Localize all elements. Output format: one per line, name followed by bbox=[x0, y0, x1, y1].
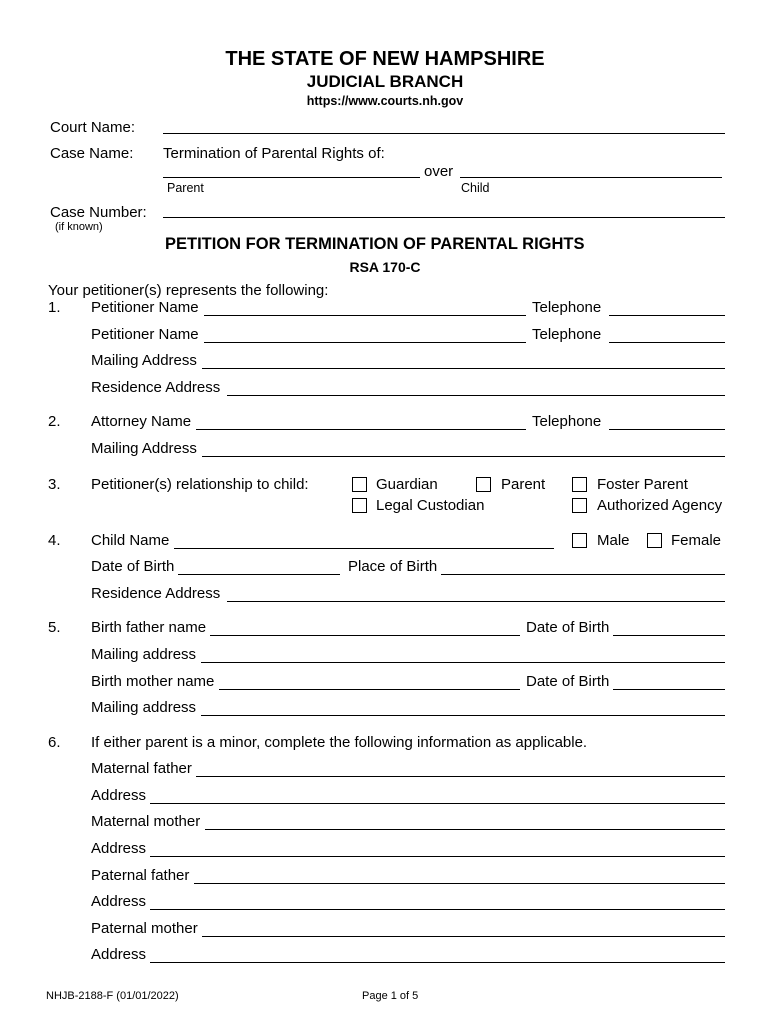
birth-father-dob-field[interactable] bbox=[613, 635, 725, 636]
section-6-number: 6. bbox=[48, 734, 61, 751]
telephone-field-attorney[interactable] bbox=[609, 429, 725, 430]
birth-father-label: Birth father name bbox=[91, 619, 207, 636]
branch-heading: JUDICIAL BRANCH bbox=[306, 72, 464, 91]
guardian-checkbox[interactable] bbox=[352, 477, 367, 492]
child-sub-label: Child bbox=[461, 181, 490, 195]
birth-mother-mailing-field[interactable] bbox=[201, 715, 725, 716]
mailing-address-label-attorney: Mailing Address bbox=[91, 440, 197, 457]
paternal-father-field[interactable] bbox=[194, 883, 725, 884]
maternal-mother-address-field[interactable] bbox=[150, 856, 725, 857]
authorized-agency-checkbox[interactable] bbox=[572, 498, 587, 513]
case-number-label: Case Number: bbox=[50, 204, 147, 221]
parent-name-field[interactable] bbox=[163, 177, 420, 178]
legal-custodian-label: Legal Custodian bbox=[376, 497, 485, 514]
child-name-input[interactable] bbox=[174, 548, 554, 549]
child-name-label: Child Name bbox=[91, 532, 170, 549]
child-dob-field[interactable] bbox=[178, 574, 340, 575]
petitioner-name-field-1[interactable] bbox=[204, 315, 526, 316]
paternal-mother-field[interactable] bbox=[202, 936, 725, 937]
petitioner-name-label-1: Petitioner Name bbox=[91, 299, 199, 316]
telephone-field-1[interactable] bbox=[609, 315, 725, 316]
residence-address-label-1: Residence Address bbox=[91, 379, 221, 396]
place-of-birth-field[interactable] bbox=[441, 574, 725, 575]
place-of-birth-label: Place of Birth bbox=[348, 558, 438, 575]
maternal-father-address-field[interactable] bbox=[150, 803, 725, 804]
maternal-father-address-label: Address bbox=[91, 787, 147, 804]
mailing-address-label-1: Mailing Address bbox=[91, 352, 197, 369]
birth-father-dob-label: Date of Birth bbox=[526, 619, 610, 636]
petition-title: PETITION FOR TERMINATION OF PARENTAL RIGHTS bbox=[165, 235, 585, 253]
form-id: NHJB-2188-F (01/01/2022) bbox=[46, 990, 179, 1002]
section-4-number: 4. bbox=[48, 532, 61, 549]
if-known-note: (if known) bbox=[55, 221, 103, 233]
section-3-number: 3. bbox=[48, 476, 61, 493]
court-name-field[interactable] bbox=[163, 133, 725, 134]
court-url: https://www.courts.nh.gov bbox=[306, 94, 464, 108]
birth-mother-dob-label: Date of Birth bbox=[526, 673, 610, 690]
maternal-mother-label: Maternal mother bbox=[91, 813, 201, 830]
attorney-name-label: Attorney Name bbox=[91, 413, 192, 430]
intro-text: Your petitioner(s) represents the following: bbox=[48, 282, 329, 299]
mailing-address-field-1[interactable] bbox=[202, 368, 725, 369]
paternal-mother-address-field[interactable] bbox=[150, 962, 725, 963]
paternal-father-address-label: Address bbox=[91, 893, 147, 910]
case-number-field[interactable] bbox=[163, 217, 725, 218]
rsa-reference: RSA 170-C bbox=[349, 259, 421, 275]
parent-checkbox[interactable] bbox=[476, 477, 491, 492]
paternal-mother-address-label: Address bbox=[91, 946, 147, 963]
maternal-mother-address-label: Address bbox=[91, 840, 147, 857]
telephone-field-2[interactable] bbox=[609, 342, 725, 343]
telephone-label-attorney: Telephone bbox=[532, 413, 602, 430]
birth-father-mailing-label: Mailing address bbox=[91, 646, 197, 663]
birth-mother-dob-field[interactable] bbox=[613, 689, 725, 690]
residence-address-field-1[interactable] bbox=[227, 395, 725, 396]
birth-mother-field[interactable] bbox=[219, 689, 520, 690]
petitioner-name-label-2: Petitioner Name bbox=[91, 326, 199, 343]
minor-parent-instruction: If either parent is a minor, complete the following information as applicable. bbox=[91, 734, 588, 751]
parent-sub-label: Parent bbox=[167, 181, 204, 195]
guardian-label: Guardian bbox=[376, 476, 438, 493]
relationship-label: Petitioner(s) relationship to child: bbox=[91, 476, 309, 493]
mailing-address-field-attorney[interactable] bbox=[202, 456, 725, 457]
parent-label: Parent bbox=[501, 476, 546, 493]
state-heading: THE STATE OF NEW HAMPSHIRE bbox=[225, 48, 545, 70]
foster-parent-checkbox[interactable] bbox=[572, 477, 587, 492]
male-checkbox[interactable] bbox=[572, 533, 587, 548]
over-text: over bbox=[424, 163, 454, 180]
paternal-mother-label: Paternal mother bbox=[91, 920, 198, 937]
petitioner-name-field-2[interactable] bbox=[204, 342, 526, 343]
child-residence-field[interactable] bbox=[227, 601, 725, 602]
section-5-number: 5. bbox=[48, 619, 61, 636]
authorized-agency-label: Authorized Agency bbox=[597, 497, 723, 514]
birth-father-field[interactable] bbox=[210, 635, 520, 636]
legal-custodian-checkbox[interactable] bbox=[352, 498, 367, 513]
page-number: Page 1 of 5 bbox=[362, 990, 419, 1002]
paternal-father-label: Paternal father bbox=[91, 867, 190, 884]
case-name-label: Case Name: bbox=[50, 145, 134, 162]
attorney-name-field[interactable] bbox=[196, 429, 526, 430]
birth-mother-label: Birth mother name bbox=[91, 673, 215, 690]
maternal-father-field[interactable] bbox=[196, 776, 725, 777]
maternal-father-label: Maternal father bbox=[91, 760, 192, 777]
termination-text: Termination of Parental Rights of: bbox=[163, 145, 385, 162]
maternal-mother-field[interactable] bbox=[205, 829, 725, 830]
foster-parent-label: Foster Parent bbox=[597, 476, 688, 493]
birth-mother-mailing-label: Mailing address bbox=[91, 699, 197, 716]
telephone-label-1: Telephone bbox=[532, 299, 602, 316]
female-checkbox[interactable] bbox=[647, 533, 662, 548]
child-dob-label: Date of Birth bbox=[91, 558, 175, 575]
section-2-number: 2. bbox=[48, 413, 61, 430]
child-residence-label: Residence Address bbox=[91, 585, 221, 602]
birth-father-mailing-field[interactable] bbox=[201, 662, 725, 663]
child-name-field[interactable] bbox=[460, 177, 722, 178]
court-name-label: Court Name: bbox=[50, 119, 136, 136]
telephone-label-2: Telephone bbox=[532, 326, 602, 343]
female-label: Female bbox=[671, 532, 722, 549]
paternal-father-address-field[interactable] bbox=[150, 909, 725, 910]
section-1-number: 1. bbox=[48, 299, 61, 316]
male-label: Male bbox=[597, 532, 630, 549]
